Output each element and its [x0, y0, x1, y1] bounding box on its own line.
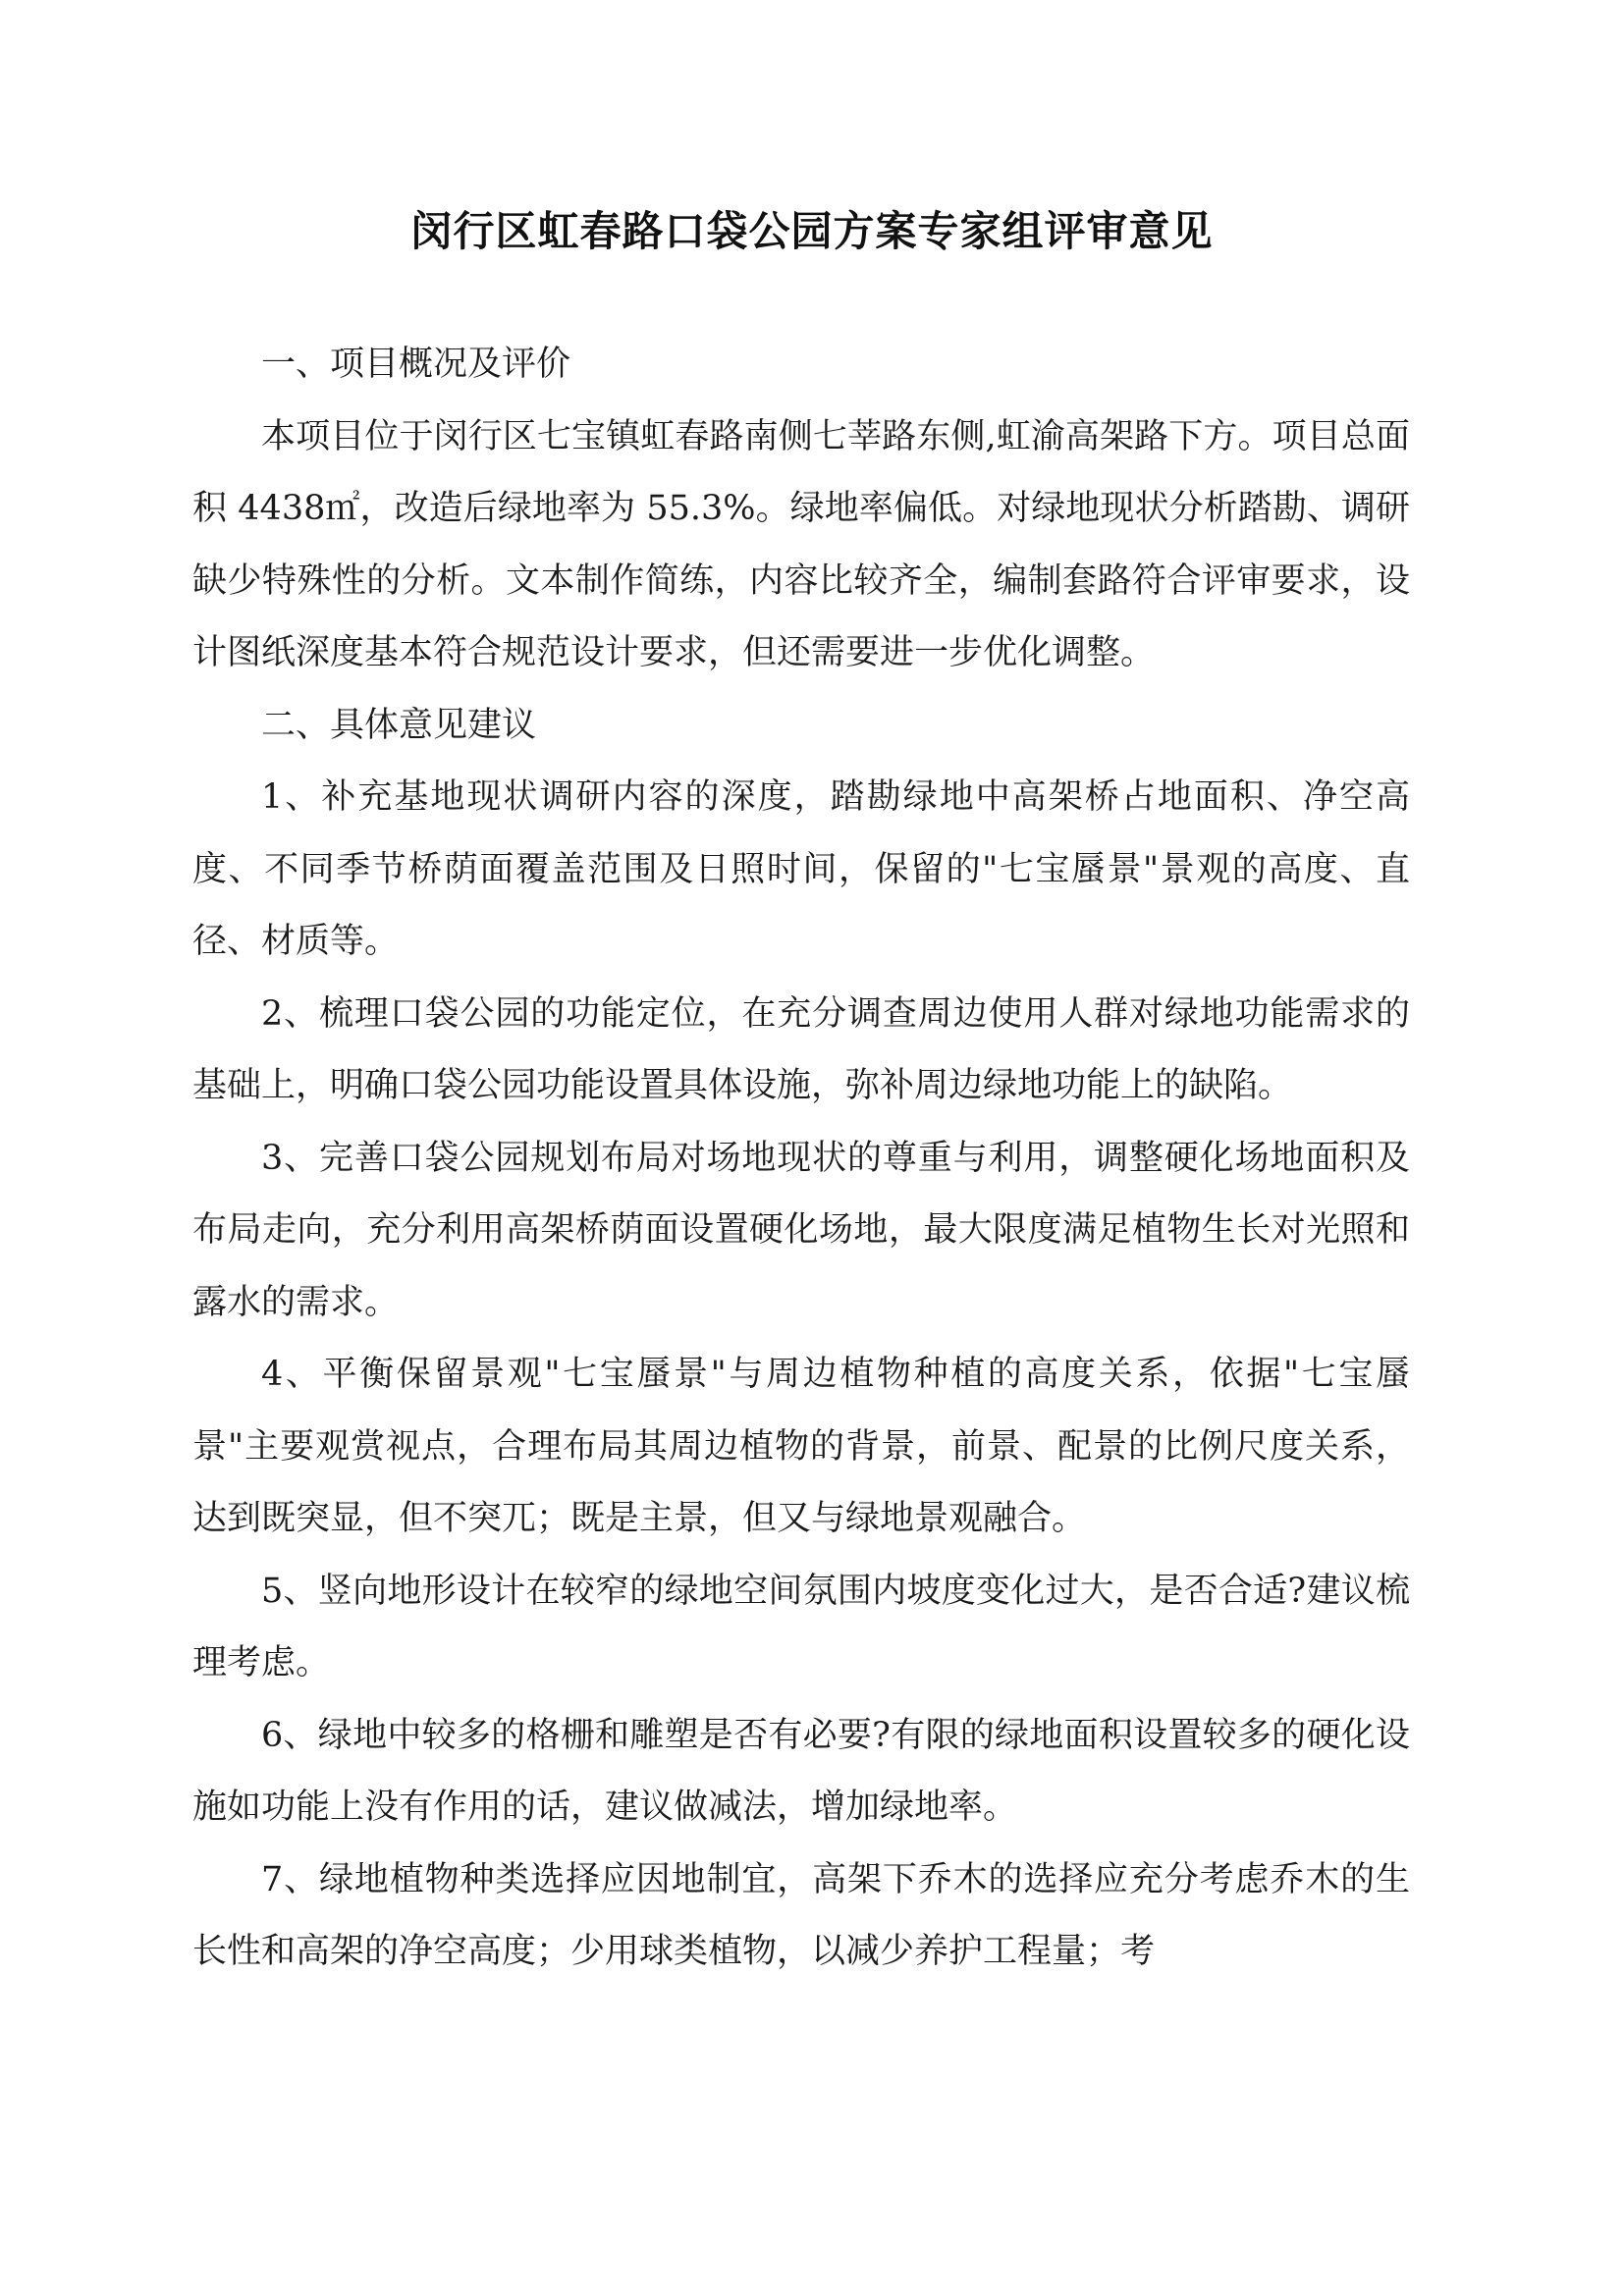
suggestion-item-6: 6、绿地中较多的格栅和雕塑是否有必要?有限的绿地面积设置较多的硬化设施如功能上没有作用的话，建议做减法，增加绿地率。 [192, 1715, 1410, 1827]
suggestion-item-5: 5、竖向地形设计在较窄的绿地空间氛围内坡度变化过大，是否合适?建议梳理考虑。 [192, 1571, 1410, 1682]
suggestion-item-4: 4、平衡保留景观"七宝蜃景"与周边植物种植的高度关系，依据"七宝蜃景"主要观赏视点，合理布局其周边植物的背景，前景、配景的比例尺度关系，达到既突显，但不突兀；既是主景，但又与绿地景观融合。 [192, 1355, 1410, 1538]
page-title: 闵行区虹春路口袋公园方案专家组评审意见 [410, 207, 1214, 255]
paragraph-overview: 本项目位于闵行区七宝镇虹春路南侧七莘路东侧,虹渝高架路下方。项目总面积 4438㎡，改造后绿地率为 55.3%。绿地率偏低。对绿地现状分析踏勘、调研缺少特殊性的分析。文本制作简练，内容比较齐全，编制套路符合评审要求，设计图纸深度基本符合规范设计要求，但还需要进一步优化调整。 [192, 416, 1410, 672]
section-heading-overview: 一、项目概况及评价 [261, 345, 571, 384]
suggestion-item-1: 1、补充基地现状调研内容的深度，踏勘绿地中高架桥占地面积、净空高度、不同季节桥荫面覆盖范围及日照时间，保留的"七宝蜃景"景观的高度、直径、材质等。 [192, 777, 1410, 961]
document-body [192, 329, 1410, 1989]
suggestion-item-7: 7、绿地植物种类选择应因地制宜，高架下乔木的选择应充分考虑乔木的生长性和高架的净空高度；少用球类植物，以减少养护工程量；考 [192, 1859, 1410, 1971]
suggestion-item-3: 3、完善口袋公园规划布局对场地现状的尊重与利用，调整硬化场地面积及布局走向，充分利用高架桥荫面设置硬化场地，最大限度满足植物生长对光照和露水的需求。 [192, 1138, 1410, 1322]
section-heading-suggestions: 二、具体意见建议 [261, 705, 537, 745]
suggestion-item-2: 2、梳理口袋公园的功能定位，在充分调查周边使用人群对绿地功能需求的基础上，明确口袋公园功能设置具体设施，弥补周边绿地功能上的缺陷。 [192, 993, 1410, 1105]
